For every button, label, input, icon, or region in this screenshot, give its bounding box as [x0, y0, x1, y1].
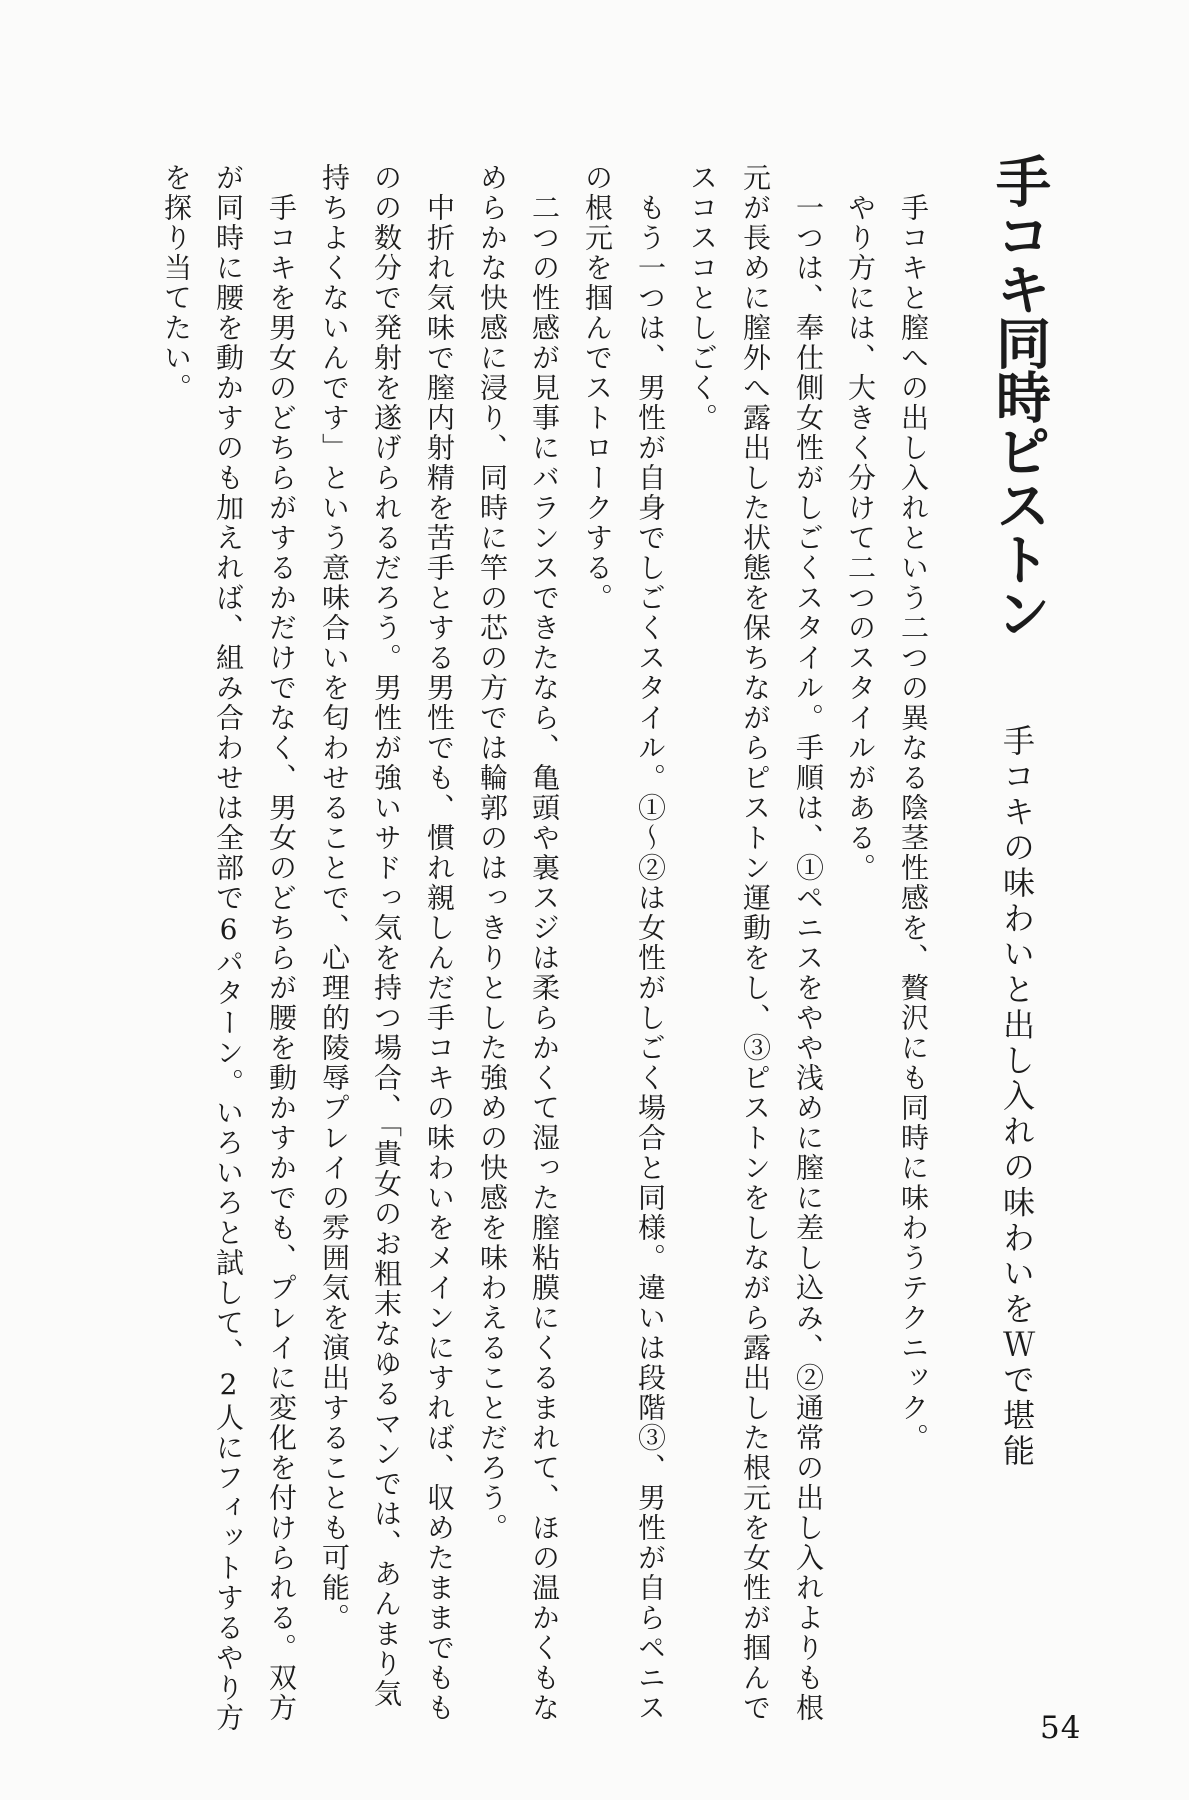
text-column: のの数分で発射を遂げられるだろう。男性が強いサドっ気を持つ場合、「貴女のお粗末なゆるマンでは、あんまり気 [370, 163, 403, 1709]
text-column: が同時に腰を動かすのも加えれば、組み合わせは全部で6パターン。いろいろと試して、2人にフィットするやり方 [212, 163, 245, 1733]
text-column: めらかな快感に浸り、同時に竿の芯の方では輪郭のはっきりとした強めの快感を味わえることだろう。 [476, 163, 509, 1543]
text-column: もう一つは、男性が自身でしごくスタイル。①〜②は女性がしごく場合と同様。違いは段階③、男性が自らペニス [634, 193, 667, 1723]
text-column: 元が長めに膣外へ露出した状態を保ちながらピストン運動をし、③ピストンをしながら露出した根元を女性が掴んで [739, 163, 772, 1723]
page-number: 54 [1040, 1710, 1082, 1746]
text-column: 一つは、奉仕側女性がしごくスタイル。手順は、①ペニスをやや浅めに膣に差し込み、②通常の出し入れよりも根 [792, 193, 825, 1723]
page-subtitle: 手コキの味わいと出し入れの味わいをＷで堪能 [998, 724, 1036, 1470]
text-column: を探り当てたい。 [160, 163, 193, 403]
text-column: やり方には、大きく分けて二つのスタイルがある。 [844, 193, 877, 883]
text-column: 中折れ気味で膣内射精を苦手とする男性でも、慣れ親しんだ手コキの味わいをメインにすれば、収めたままでもも [423, 193, 456, 1723]
text-column: スコスコとしごく。 [686, 163, 719, 433]
text-column: 手コキを男女のどちらがするかだけでなく、男女のどちらが腰を動かすかでも、プレイに変化を付けられる。双方 [265, 193, 298, 1723]
text-column: 手コキと膣への出し入れという二つの異なる陰茎性感を、贅沢にも同時に味わうテクニック。 [897, 193, 930, 1453]
page-title: 手コキ同時ピストン [987, 153, 1052, 639]
text-column: 二つの性感が見事にバランスできたなら、亀頭や裏スジは柔らかくて湿った膣粘膜にくるまれて、ほの温かくもな [528, 193, 561, 1723]
text-column: の根元を掴んでストロークする。 [581, 163, 614, 613]
text-column: 持ちよくないんです」という意味合いを匂わせることで、心理的陵辱プレイの雰囲気を演出することも可能。 [318, 163, 351, 1633]
